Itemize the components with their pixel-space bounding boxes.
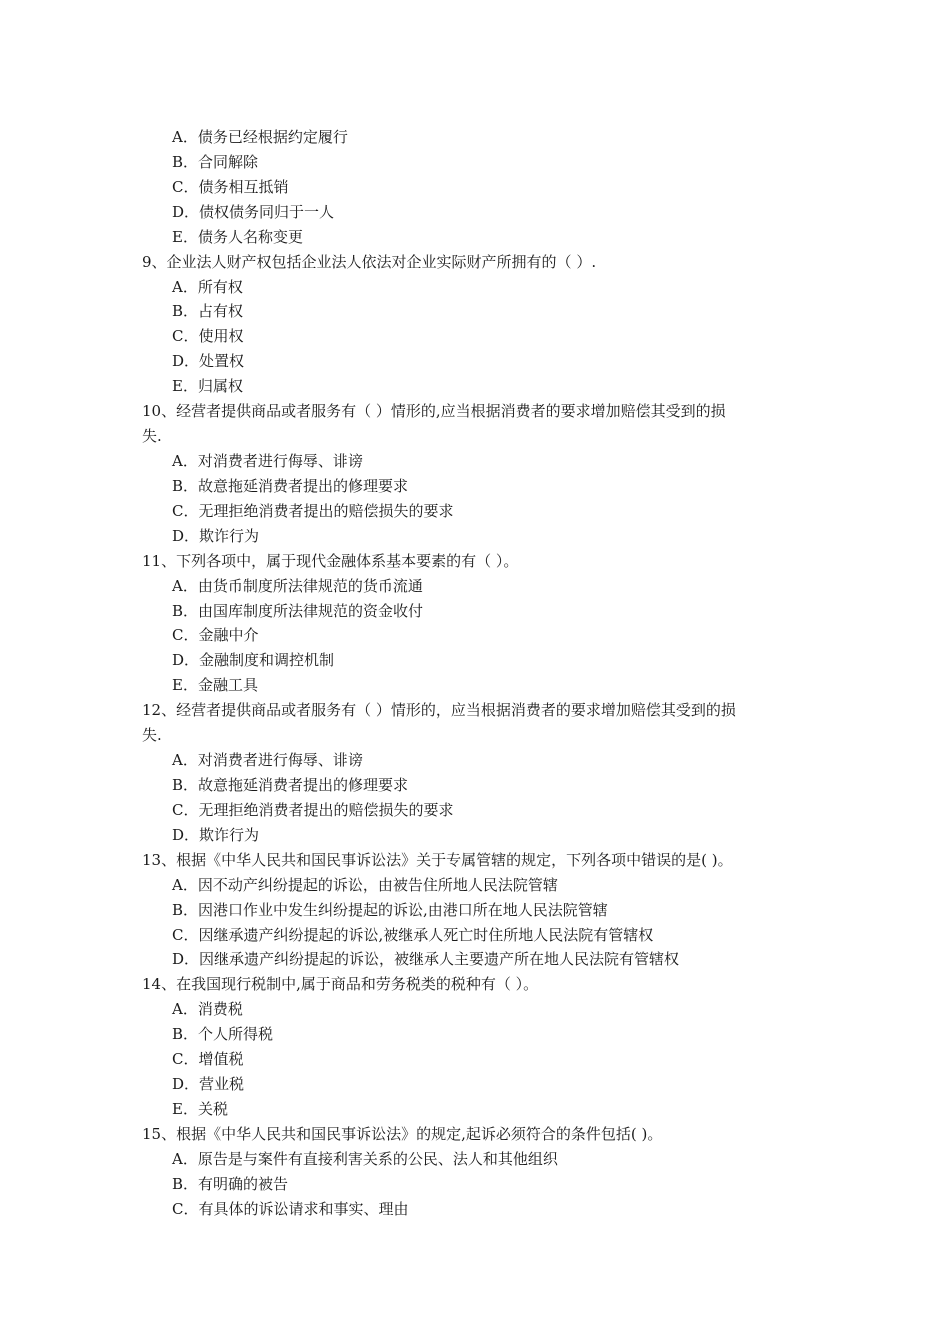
answer-option: A．由货币制度所法律规范的货币流通 (172, 576, 423, 595)
answer-option: E．归属权 (172, 377, 243, 396)
answer-option: A．债务已经根据约定履行 (172, 128, 348, 146)
answer-option: D．债权债务同归于一人 (172, 202, 335, 221)
answer-option: D．营业税 (172, 1075, 245, 1094)
question-text: 11、下列各项中，属于现代金融体系基本要素的有（ ）。 (142, 551, 519, 570)
answer-option: D．欺诈行为 (172, 825, 260, 844)
answer-option: B．因港口作业中发生纠纷提起的诉讼,由港口所在地人民法院管辖 (172, 900, 608, 919)
answer-option: D．欺诈行为 (172, 526, 260, 545)
document-page (0, 125, 950, 1222)
answer-option: C．无理拒绝消费者提出的赔偿损失的要求 (172, 501, 454, 520)
answer-option: C．金融中介 (172, 626, 259, 645)
answer-option: C．无理拒绝消费者提出的赔偿损失的要求 (172, 800, 454, 819)
question-text-continued: 失. (142, 427, 162, 446)
answer-option: E．关税 (172, 1099, 228, 1118)
answer-option: C．增值税 (172, 1050, 244, 1069)
answer-option: A．原告是与案件有直接利害关系的公民、法人和其他组织 (172, 1149, 558, 1168)
answer-option: B．占有权 (172, 302, 244, 321)
answer-option: C．使用权 (172, 327, 244, 346)
question-text: 12、经营者提供商品或者服务有（ ）情形的，应当根据消费者的要求增加赔偿其受到的损 (142, 701, 736, 720)
answer-option: E．金融工具 (172, 676, 258, 695)
answer-option: A．对消费者进行侮辱、诽谤 (172, 451, 363, 470)
question-text: 15、根据《中华人民共和国民事诉讼法》的规定,起诉必须符合的条件包括( )。 (142, 1124, 663, 1143)
answer-option: B．合同解除 (172, 152, 259, 171)
answer-option: A．所有权 (172, 277, 243, 296)
question-text: 14、在我国现行税制中,属于商品和劳务税类的税种有（ ）。 (142, 975, 539, 994)
answer-option: B．有明确的被告 (172, 1174, 289, 1193)
answer-option: A．因不动产纠纷提起的诉讼，由被告住所地人民法院管辖 (172, 875, 558, 894)
question-text: 10、经营者提供商品或者服务有（ ）情形的,应当根据消费者的要求增加赔偿其受到的损 (142, 402, 726, 421)
question-text: 9、企业法人财产权包括企业法人依法对企业实际财产所拥有的（ ）. (142, 252, 597, 271)
question-text: 13、根据《中华人民共和国民事诉讼法》关于专属管辖的规定，下列各项中错误的是( )。 (142, 850, 733, 869)
answer-option: C．有具体的诉讼请求和事实、理由 (172, 1199, 409, 1218)
answer-option: D．金融制度和调控机制 (172, 651, 335, 670)
answer-option: A．消费税 (172, 1000, 243, 1019)
answer-option: B．由国库制度所法律规范的资金收付 (172, 601, 424, 620)
question-text-continued: 失. (142, 726, 162, 745)
answer-option: E．债务人名称变更 (172, 227, 303, 246)
answer-option: C．因继承遗产纠纷提起的诉讼,被继承人死亡时住所地人民法院有管辖权 (172, 925, 654, 944)
answer-option: B．故意拖延消费者提出的修理要求 (172, 476, 409, 495)
answer-option: C．债务相互抵销 (172, 177, 289, 196)
answer-option: A．对消费者进行侮辱、诽谤 (172, 751, 363, 770)
answer-option: B．个人所得税 (172, 1025, 274, 1044)
answer-option: D．处置权 (172, 352, 245, 371)
answer-option: B．故意拖延消费者提出的修理要求 (172, 775, 409, 794)
answer-option: D．因继承遗产纠纷提起的诉讼，被继承人主要遗产所在地人民法院有管辖权 (172, 950, 680, 969)
